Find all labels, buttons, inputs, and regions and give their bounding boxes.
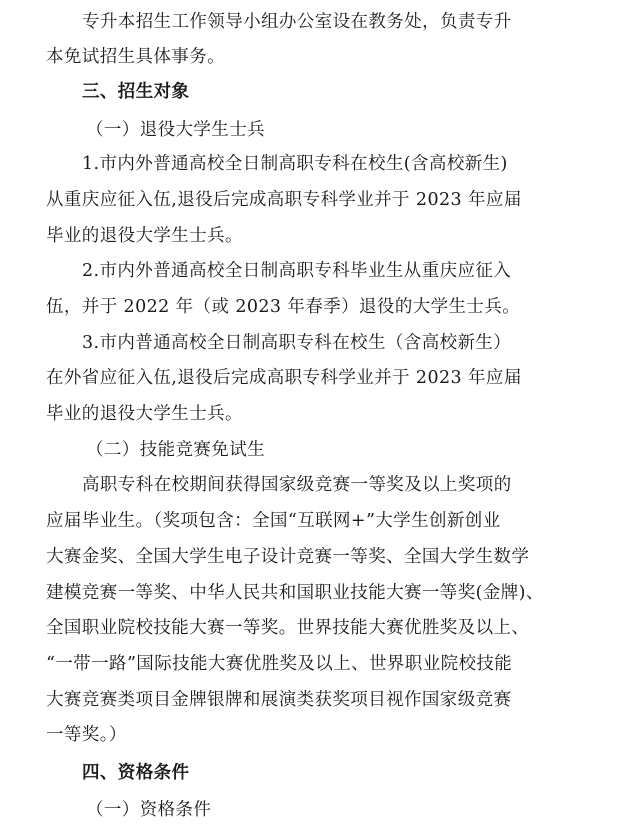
paragraph-line: “一带一路”国际技能大赛优胜奖及以上、世界职业院校技能 [46,654,513,674]
paragraph-line: 高职专科在校期间获得国家级竞赛一等奖及以上奖项的 [82,475,512,495]
paragraph-line: 专升本招生工作领导小组办公室设在教务处，负责专升 [82,12,512,32]
paragraph-line: 大赛金奖、全国大学生电子设计竞赛一等奖、全国大学生数学 [46,547,530,567]
paragraph-line: 在外省应征入伍,退役后完成高职专科学业并于 2023 年应届 [46,368,522,388]
paragraph-line: 3.市内普通高校全日制高职专科在校生（含高校新生） [82,333,512,353]
subsection-heading: （二）技能竞赛免试生 [86,440,265,460]
paragraph-line: 伍，并于 2022 年（或 2023 年春季）退役的大学生士兵。 [46,297,521,317]
paragraph-line: 大赛竞赛类项目金牌银牌和展演类获奖项目视作国家级竞赛 [46,690,512,710]
paragraph-line: 建模竞赛一等奖、中华人民共和国职业技能大赛一等奖(金牌)、 [46,583,544,603]
paragraph-line: 全国职业院校技能大赛一等奖。世界技能大赛优胜奖及以上、 [46,618,530,638]
paragraph-line: 毕业的退役大学生士兵。 [46,404,243,424]
section-heading-4: 四、资格条件 [82,763,190,783]
paragraph-line: 一等奖。） [46,725,127,745]
subsection-heading: （一）退役大学生士兵 [86,120,265,140]
paragraph-line: 应届毕业生。（奖项包含：全国“互联网+”大学生创新创业 [46,511,501,531]
paragraph-line: 毕业的退役大学生士兵。 [46,226,243,246]
paragraph-line: 本免试招生具体事务。 [46,47,225,67]
paragraph-line: 1.市内外普通高校全日制高职专科在校生(含高校新生) [82,154,508,174]
paragraph-line: 从重庆应征入伍,退役后完成高职专科学业并于 2023 年应届 [46,190,522,210]
paragraph-line: 2.市内外普通高校全日制高职专科毕业生从重庆应征入 [82,261,512,281]
section-heading-3: 三、招生对象 [82,82,190,102]
subsection-heading: （一）资格条件 [86,800,212,820]
